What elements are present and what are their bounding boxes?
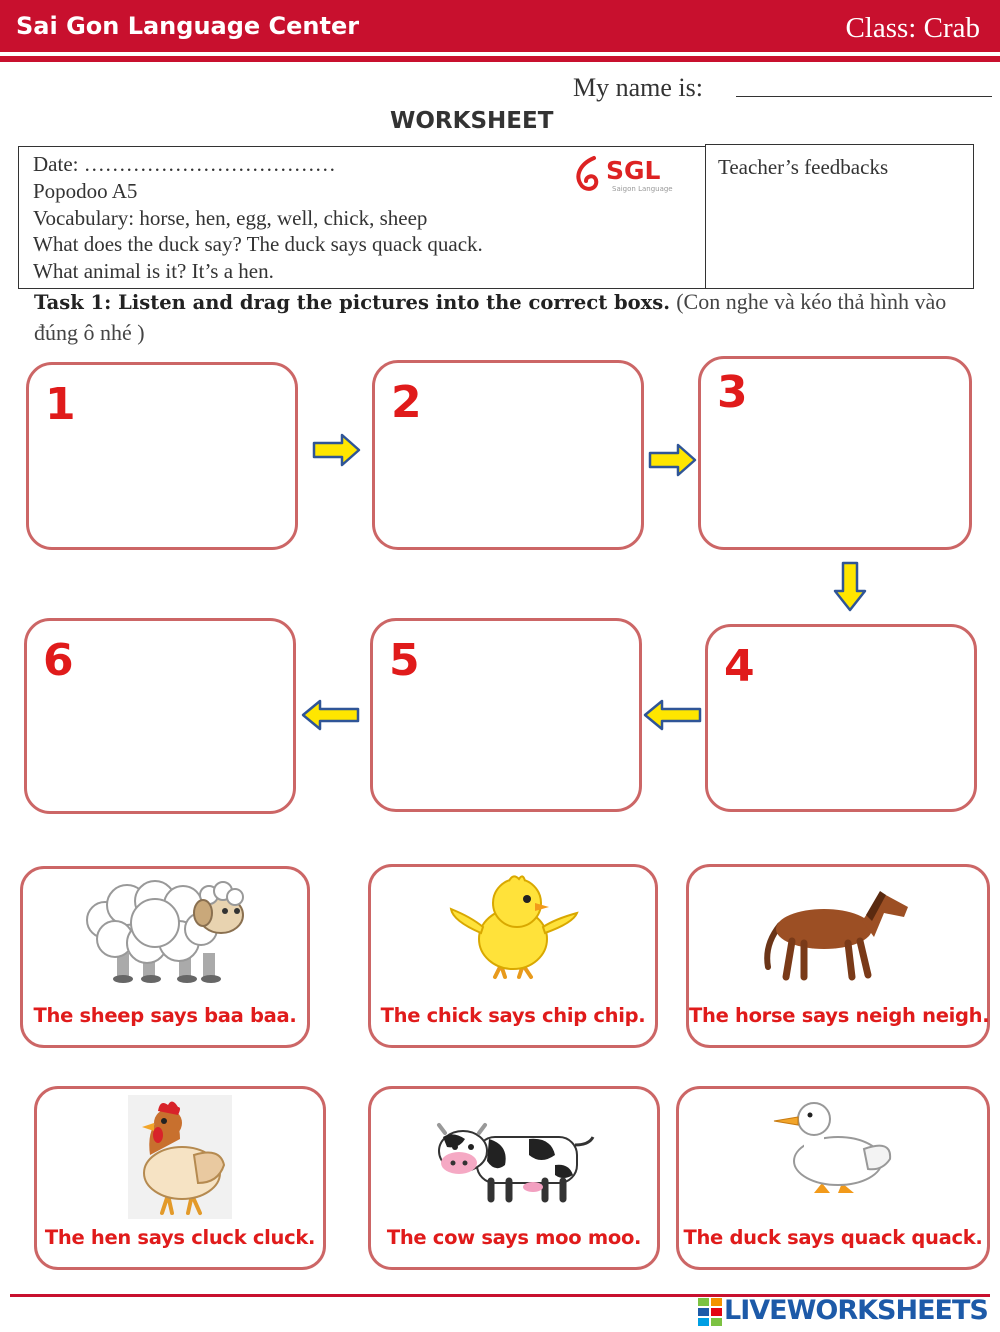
slot-number: 6 — [43, 635, 74, 686]
card-label: The sheep says baa baa. — [33, 1004, 297, 1027]
slot-number: 4 — [724, 641, 755, 692]
class-label: Class: Crab — [845, 12, 980, 44]
arrow-right-icon — [648, 442, 698, 478]
slot-number: 5 — [389, 635, 420, 686]
horse-icon — [758, 885, 918, 985]
slot-number: 3 — [717, 367, 748, 418]
card-label: The chick says chip chip. — [380, 1004, 646, 1027]
card-label: The hen says cluck cluck. — [44, 1226, 316, 1249]
date-line: Date: ……………………………… — [33, 152, 336, 176]
sentence-line-2: What animal is it? It’s a hen. — [33, 259, 274, 283]
card-label: The duck says quack quack. — [683, 1226, 983, 1249]
drop-slot-2[interactable] — [372, 360, 644, 550]
logo-subtext: Saigon Language — [612, 185, 673, 193]
sgl-logo — [572, 154, 682, 198]
drop-slot-3[interactable] — [698, 356, 972, 550]
draggable-card-cow[interactable] — [368, 1086, 660, 1270]
sentence-line-1: What does the duck say? The duck says quack quack. — [33, 232, 483, 256]
feedback-label: Teacher’s feedbacks — [718, 155, 889, 179]
page-title: WORKSHEET — [390, 108, 554, 134]
arrow-left-icon — [642, 698, 702, 732]
sgl-swirl-icon — [572, 154, 606, 194]
chick-icon — [443, 873, 583, 983]
arrow-left-icon — [300, 698, 360, 732]
name-input-line[interactable] — [736, 96, 992, 97]
arrow-down-icon — [832, 561, 868, 613]
draggable-card-duck[interactable] — [676, 1086, 990, 1270]
task-translation: (Con nghe và kéo thả hình vào đúng ô nhé ) — [34, 289, 947, 345]
header-divider — [0, 56, 1000, 62]
drop-slot-1[interactable] — [26, 362, 298, 550]
name-label: My name is: — [573, 73, 703, 102]
sheep-icon — [75, 875, 255, 985]
school-name: Sai Gon Language Center — [16, 12, 360, 40]
drop-slot-4[interactable] — [705, 624, 977, 812]
cow-icon — [429, 1115, 599, 1205]
card-label: The horse says neigh neigh. — [689, 1004, 990, 1027]
book-line: Popodoo A5 — [33, 179, 138, 203]
liveworksheets-text: LIVEWORKSHEETS — [724, 1295, 988, 1326]
arrow-right-icon — [312, 432, 362, 468]
drop-slot-5[interactable] — [370, 618, 642, 812]
slot-number: 2 — [391, 377, 422, 428]
hen-icon — [128, 1095, 232, 1219]
duck-icon — [768, 1099, 898, 1199]
draggable-card-horse[interactable] — [686, 864, 990, 1048]
card-label: The cow says moo moo. — [386, 1226, 642, 1249]
slot-number: 1 — [45, 379, 76, 430]
liveworksheets-logo — [698, 1296, 996, 1328]
task-title: Task 1: Listen and drag the pictures into the correct boxs. — [34, 291, 671, 314]
logo-text: SGL — [606, 156, 661, 185]
task-instruction — [34, 287, 964, 349]
drop-slot-6[interactable] — [24, 618, 296, 814]
draggable-card-hen[interactable] — [34, 1086, 326, 1270]
vocabulary-line: Vocabulary: horse, hen, egg, well, chick, sheep — [33, 206, 428, 230]
liveworksheets-emblem-icon — [698, 1298, 722, 1326]
draggable-card-sheep[interactable] — [20, 866, 310, 1048]
draggable-card-chick[interactable] — [368, 864, 658, 1048]
feedback-box — [705, 144, 974, 289]
